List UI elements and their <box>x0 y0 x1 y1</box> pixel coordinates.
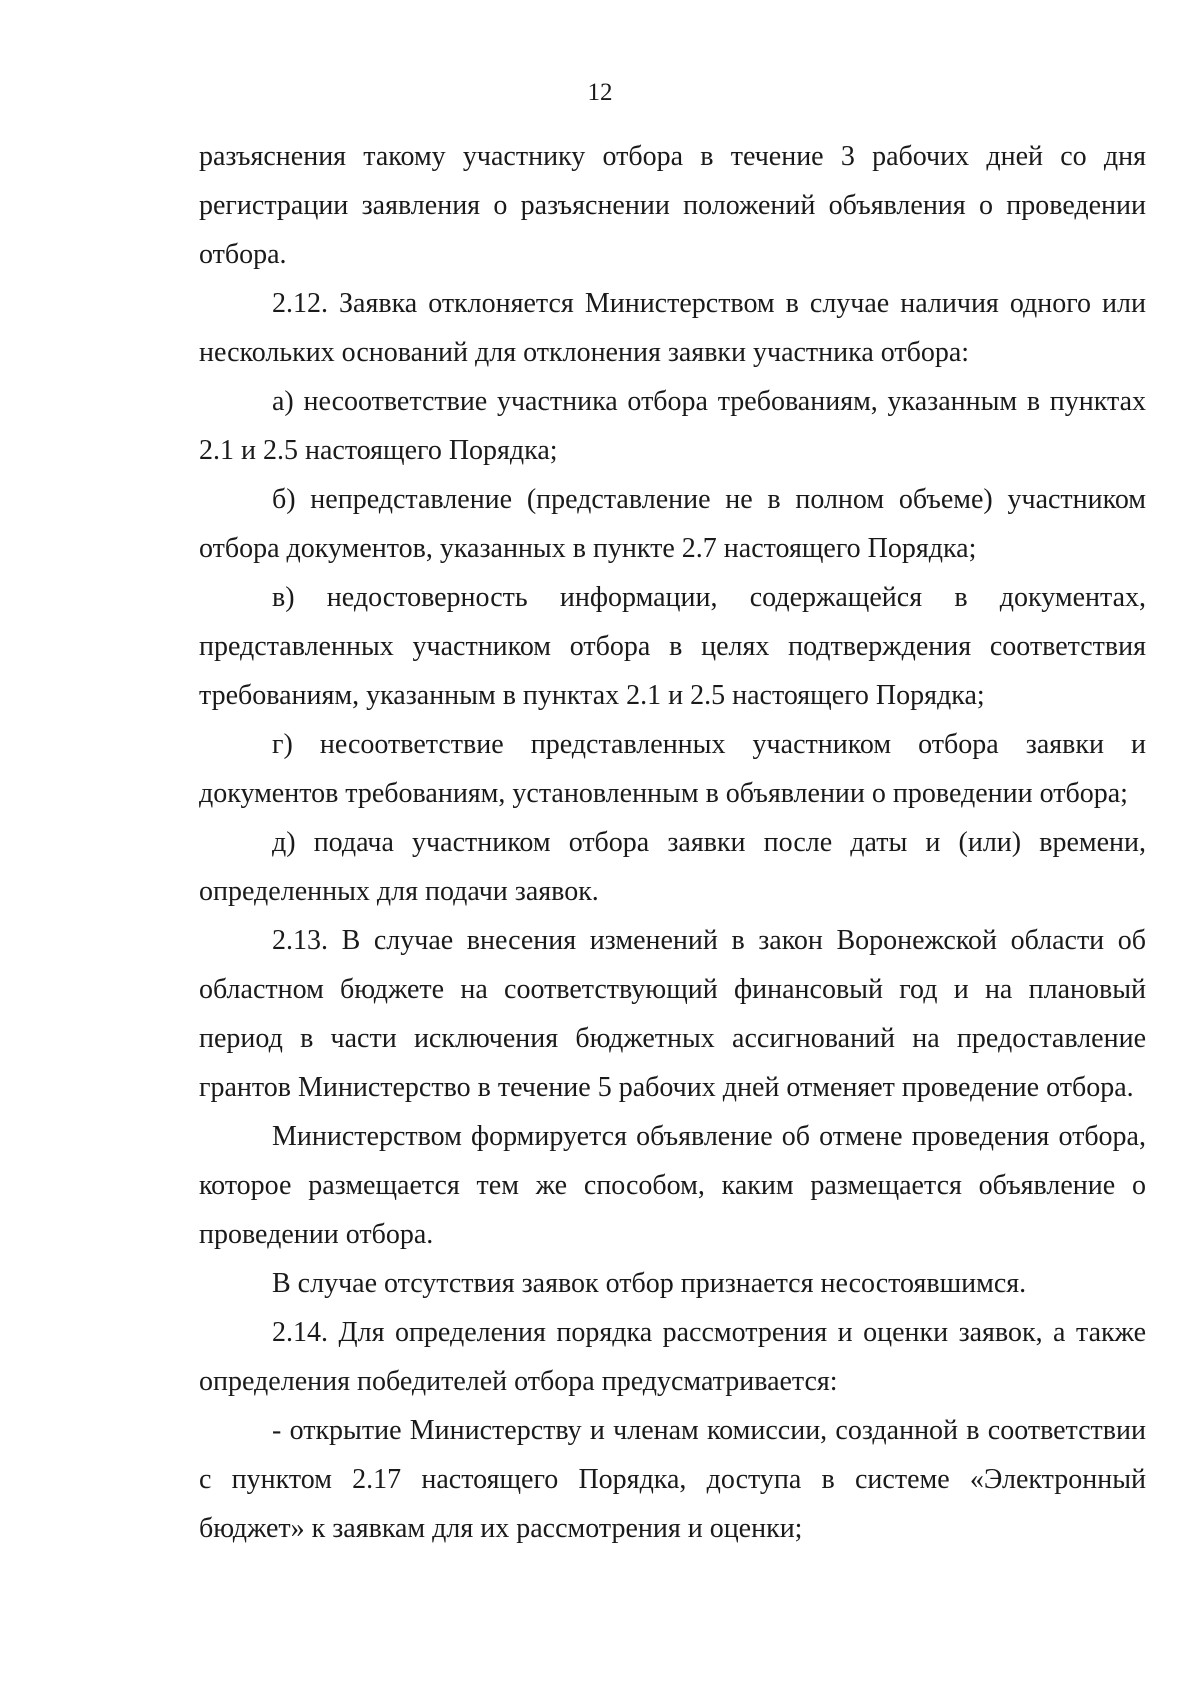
list-item-a: а) несоответствие участника отбора требованиям, указанным в пунктах 2.1 и 2.5 настоящего Порядка; <box>199 386 1146 466</box>
paragraph-cancellation-notice: Министерством формируется объявление об отмене проведения отбора, которое размещается тем же способом, каким размещается объявление о проведении отбора. <box>199 1121 1146 1250</box>
paragraph-continuation: разъяснения такому участнику отбора в течение 3 рабочих дней со дня регистрации заявления о разъяснении положений объявления о проведении отбора. <box>199 141 1146 270</box>
paragraph-no-applications: В случае отсутствия заявок отбор признается несостоявшимся. <box>272 1268 1027 1299</box>
page-number: 12 <box>587 79 613 106</box>
list-item-g: г) несоответствие представленных участником отбора заявки и документов требованиям, установленным в объявлении о проведении отбора; <box>199 729 1146 809</box>
document-body <box>199 132 1146 1553</box>
list-item-v: в) недостоверность информации, содержащейся в документах, представленных участником отбора в целях подтверждения соответствия требованиям, указанным в пунктах 2.1 и 2.5 настоящего Порядка; <box>199 582 1146 711</box>
list-item-d: д) подача участником отбора заявки после даты и (или) времени, определенных для подачи заявок. <box>199 827 1146 907</box>
paragraph-2-14: 2.14. Для определения порядка рассмотрения и оценки заявок, а также определения победителей отбора предусматривается: <box>199 1317 1146 1397</box>
list-item-dash-access: - открытие Министерству и членам комиссии, созданной в соответствии с пунктом 2.17 настоящего Порядка, доступа в системе «Электронный бюджет» к заявкам для их рассмотрения и оценки; <box>199 1415 1146 1544</box>
paragraph-2-13: 2.13. В случае внесения изменений в закон Воронежской области об областном бюджете на соответствующий финансовый год и на плановый период в части исключения бюджетных ассигнований на предоставление грантов Министерство в течение 5 рабочих дней отменяет проведение отбора. <box>199 925 1146 1103</box>
paragraph-2-12: 2.12. Заявка отклоняется Министерством в случае наличия одного или нескольких оснований для отклонения заявки участника отбора: <box>199 288 1146 368</box>
list-item-b: б) непредставление (представление не в полном объеме) участником отбора документов, указанных в пункте 2.7 настоящего Порядка; <box>199 484 1146 564</box>
